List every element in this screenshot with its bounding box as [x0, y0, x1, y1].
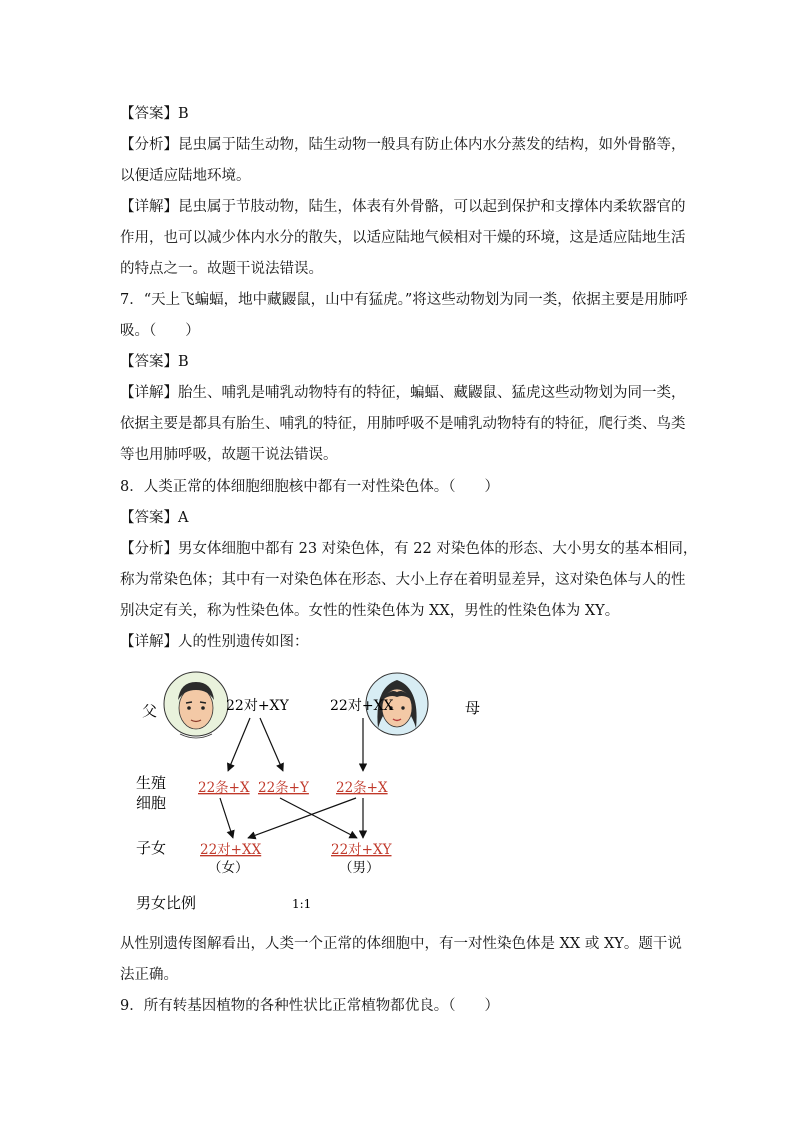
answer-line: 【答案】B [120, 354, 189, 370]
analysis-line: 【分析】昆虫属于陆生动物，陆生动物一般具有防止体内水分蒸发的结构，如外骨骼等， [120, 137, 686, 153]
mother-label: 母 [465, 699, 481, 717]
text-line: 法正确。 [120, 967, 178, 983]
answer-line: 【答案】B [120, 106, 189, 122]
sperm-x: 22条+X [198, 780, 250, 796]
detail-line: 【详解】昆虫属于节肢动物，陆生，体表有外骨骼，可以起到保护和支撑体内柔软器官的 [120, 199, 686, 215]
text-line: 等也用肺呼吸，故题干说法错误。 [120, 447, 338, 463]
son-label: （男） [339, 860, 380, 876]
egg-x: 22条+X [336, 780, 388, 796]
father-label: 父 [142, 702, 158, 720]
detail-line: 【详解】胎生、哺乳是哺乳动物特有的特征，蝙蝠、藏鼹鼠、猛虎这些动物划为同一类， [120, 385, 686, 401]
question-8: 8．人类正常的体细胞细胞核中都有一对性染色体。（ ） [120, 479, 499, 495]
text-line: 依据主要是都具有胎生、哺乳的特征，用肺呼吸不是哺乳动物特有的特征，爬行类、鸟类 [120, 416, 686, 432]
text-line: 别决定有关，称为性染色体。女性的性染色体为 XX，男性的性染色体为 XY。 [120, 603, 620, 619]
detail-line: 【详解】人的性别遗传如图： [120, 634, 309, 650]
father-face-icon [164, 672, 228, 738]
ratio-value: 1:1 [292, 897, 312, 911]
analysis-line: 【分析】男女体细胞中都有 23 对染色体，有 22 对染色体的形态、大小男女的基本相同， [120, 541, 698, 557]
daughter-label: （女） [208, 860, 249, 876]
germ-cell-label: 生殖 [136, 774, 167, 792]
text-line: 作用，也可以减少体内水分的散失，以适应陆地气候相对干燥的环境，这是适应陆地生活 [120, 230, 686, 246]
sex-inheritance-diagram [120, 668, 481, 918]
text-line: 的特点之一。故题干说法错误。 [120, 261, 323, 277]
text-line: 以便适应陆地环境。 [120, 168, 251, 184]
germ-cell-label: 细胞 [136, 794, 167, 812]
offspring-label: 子女 [136, 839, 167, 857]
son-genotype: 22对+XY [331, 842, 392, 858]
mother-genotype: 22对+XX [330, 698, 394, 714]
father-genotype: 22对+XY [226, 698, 289, 714]
conclusion-line: 从性别遗传图解看出，人类一个正常的体细胞中，有一对性染色体是 XX 或 XY。题干说 [120, 936, 682, 952]
sperm-y: 22条+Y [258, 780, 309, 796]
text-line: 称为常染色体；其中有一对染色体在形态、大小上存在着明显差异，这对染色体与人的性 [120, 572, 686, 588]
question-7: 7．“天上飞蝙蝠，地中藏鼹鼠，山中有猛虎。”将这些动物划为同一类，依据主要是用肺呼 [120, 292, 688, 308]
daughter-genotype: 22对+XX [200, 842, 262, 858]
question-9: 9．所有转基因植物的各种性状比正常植物都优良。（ ） [120, 998, 499, 1014]
answer-line: 【答案】A [120, 510, 189, 526]
ratio-label: 男女比例 [136, 894, 197, 912]
text-line: 吸。（ ） [120, 323, 200, 339]
